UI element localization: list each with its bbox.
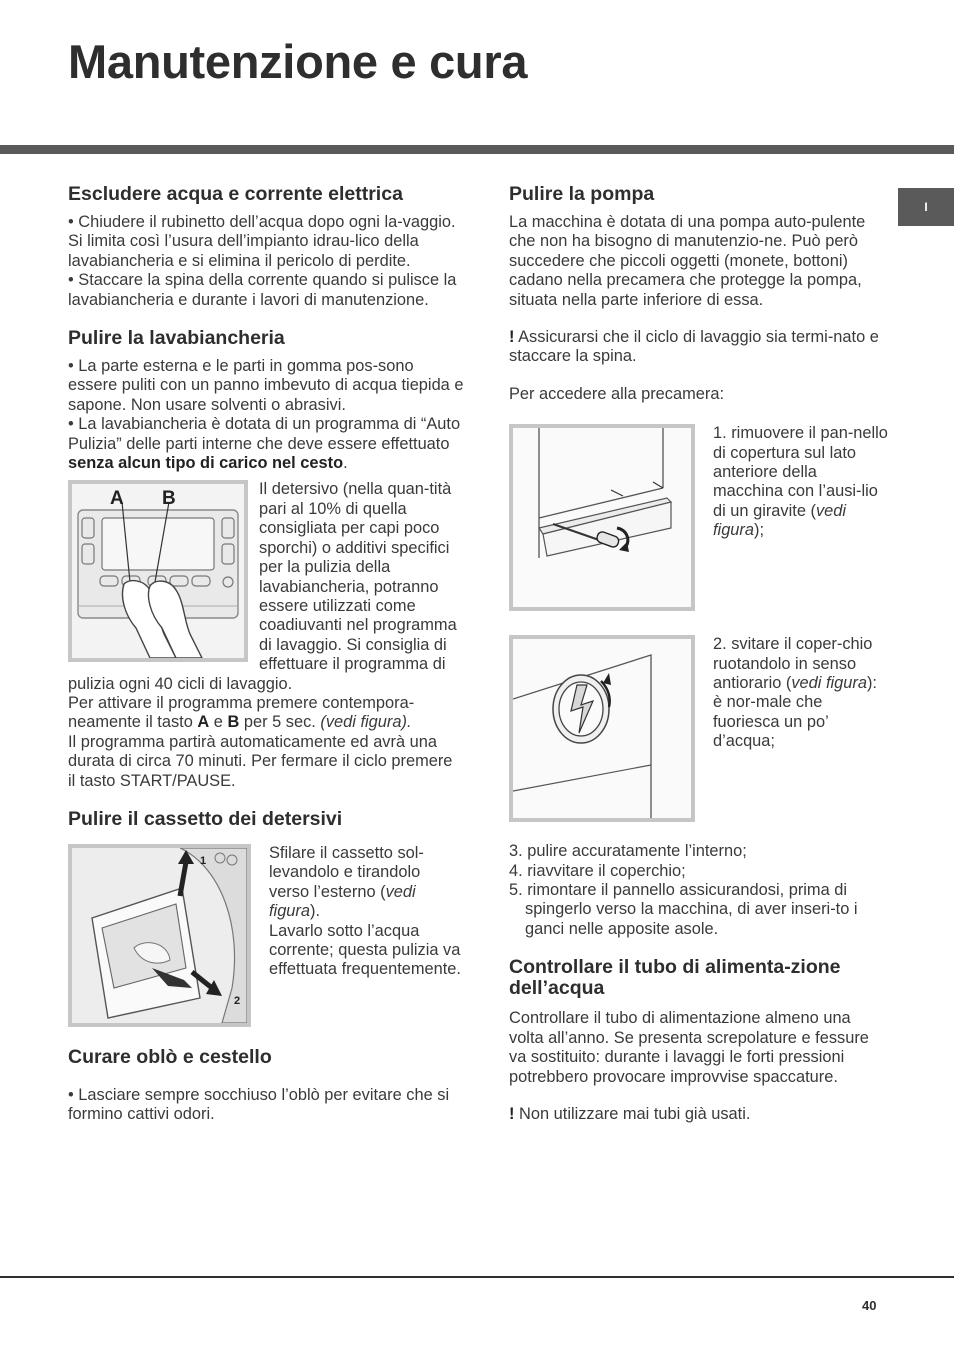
step-paragraph: 1. rimuovere il pan-nello di copertura sul lato anteriore della macchina con l’ausi-lio di un giravite (vedi figura); (713, 424, 888, 540)
bullet-paragraph: • Staccare la spina della corrente quando si pulisce la lavabiancheria e durante i lavori di manutenzione. (68, 271, 457, 309)
bullet-paragraph: • La lavabiancheria è dotata di un programma di “Auto Pulizia” delle parti interne che deve essere effettuato senza alcun tipo di carico nel cesto. (68, 415, 461, 473)
control-panel-illustration (72, 484, 244, 658)
bullet-paragraph: • La parte esterna e le parti in gomma pos-sono essere puliti con un panno imbevuto di acqua tiepida e sapone. Non usare solventi o abrasivi. (68, 357, 464, 414)
step-paragraph: 3. pulire accuratamente l’interno; (509, 842, 747, 861)
section-heading: Escludere acqua e corrente elettrica (68, 183, 403, 205)
step-paragraph: 5. rimontare il pannello assicurandosi, prima di spingerlo verso la macchina, di aver inseri-to i ganci nelle apposite asole. (509, 881, 858, 938)
section-heading: Controllare il tubo di alimenta-zione dell’acqua (509, 956, 841, 1000)
section-pulire-pompa (509, 184, 889, 939)
warning-paragraph: ! Non utilizzare mai tubi già usati. (509, 1104, 751, 1123)
language-tab: I (898, 188, 954, 226)
header-rule (0, 145, 954, 154)
left-column (68, 184, 464, 1125)
steps-list (509, 842, 889, 939)
paragraph: Lavarlo sotto l’acqua corrente; questa pulizia va effettuata frequentemente. (269, 921, 461, 979)
paragraph: La macchina è dotata di una pompa auto-pulente che non ha bisogno di manutenzio-ne. Può però succedere che piccoli oggetti (monete, bottoni) cadano nella precamera che protegge la pompa, situata nella parte inferiore di essa. (509, 213, 866, 309)
paragraph: Il programma partirà automaticamente ed avrà una durata di circa 70 minuti. Per fermare il ciclo premere il tasto START/PAUSE. (68, 732, 453, 790)
section-heading: Pulire la lavabiancheria (68, 327, 285, 350)
section-heading: Pulire il cassetto dei detersivi (68, 807, 343, 830)
section-escludere-acqua (68, 184, 464, 310)
figure-label-a: A (110, 488, 124, 510)
section-heading: Pulire la pompa (509, 183, 655, 205)
section-tubo-alimentazione (509, 957, 889, 1124)
section-heading: Curare oblò e cestello (68, 1045, 272, 1068)
paragraph: Per accedere alla precamera: (509, 384, 725, 403)
figure-label-b: B (162, 488, 176, 510)
panel-removal-figure (509, 424, 695, 611)
pump-cover-figure (509, 635, 695, 822)
detergent-drawer-illustration (72, 848, 247, 1023)
section-curare-oblo (68, 1047, 464, 1125)
warning-icon: ! (509, 1104, 515, 1123)
panel-removal-illustration (513, 428, 691, 607)
paragraph: Per attivare il programma premere contempora-neamente il tasto A e B per 5 sec. (vedi figura). (68, 693, 415, 732)
section-pulire-lavabiancheria (68, 328, 464, 791)
warning-icon: ! (509, 328, 515, 347)
paragraph: Controllare il tubo di alimentazione almeno una volta all’anno. Se presenta screpolature e fessure va sostituito: durante i lavaggi le forti pressioni potrebbero provocare improvvise spaccature. (509, 1009, 869, 1086)
step-paragraph: 4. riavvitare il coperchio; (509, 861, 686, 880)
paragraph: Il detersivo (nella quan-tità pari al 10% di quella consigliata per capi poco sporchi) o additivi specifici per la pulizia della lavabiancheria, potranno essere utilizzati come coadiuvanti nel programma di lavaggio. Si consiglia di effettuare il programma di pulizia ogni 40 cicli di lavaggio. (68, 480, 457, 693)
detergent-drawer-figure (68, 844, 251, 1027)
figure-step-1: 1 (200, 854, 207, 867)
control-panel-figure (68, 480, 248, 662)
figure-step-2: 2 (234, 994, 241, 1007)
paragraph: Sfilare il cassetto sol-levandolo e tirandolo verso l’esterno (vedi figura). (269, 843, 424, 921)
section-pulire-cassetto (68, 809, 464, 1027)
page-title: Manutenzione e cura (68, 35, 528, 88)
bullet-paragraph: • Lasciare sempre socchiuso l’oblò per evitare che si formino cattivi odori. (68, 1085, 450, 1124)
step-paragraph: 2. svitare il coper-chio ruotandolo in senso antiorario (vedi figura): è nor-male che fuoriesca un po’ d’acqua; (713, 635, 877, 751)
warning-paragraph: ! Assicurarsi che il ciclo di lavaggio sia termi-nato e staccare la spina. (509, 328, 879, 366)
right-column (509, 184, 889, 1124)
bullet-paragraph: • Chiudere il rubinetto dell’acqua dopo ogni la-vaggio. Si limita così l’usura dell’impianto idrau-lico della lavabiancheria e si elimina il pericolo di perdite. (68, 213, 456, 270)
pump-cover-illustration (513, 639, 691, 818)
page-number: 40 (862, 1298, 877, 1313)
footer-rule (0, 1276, 954, 1278)
